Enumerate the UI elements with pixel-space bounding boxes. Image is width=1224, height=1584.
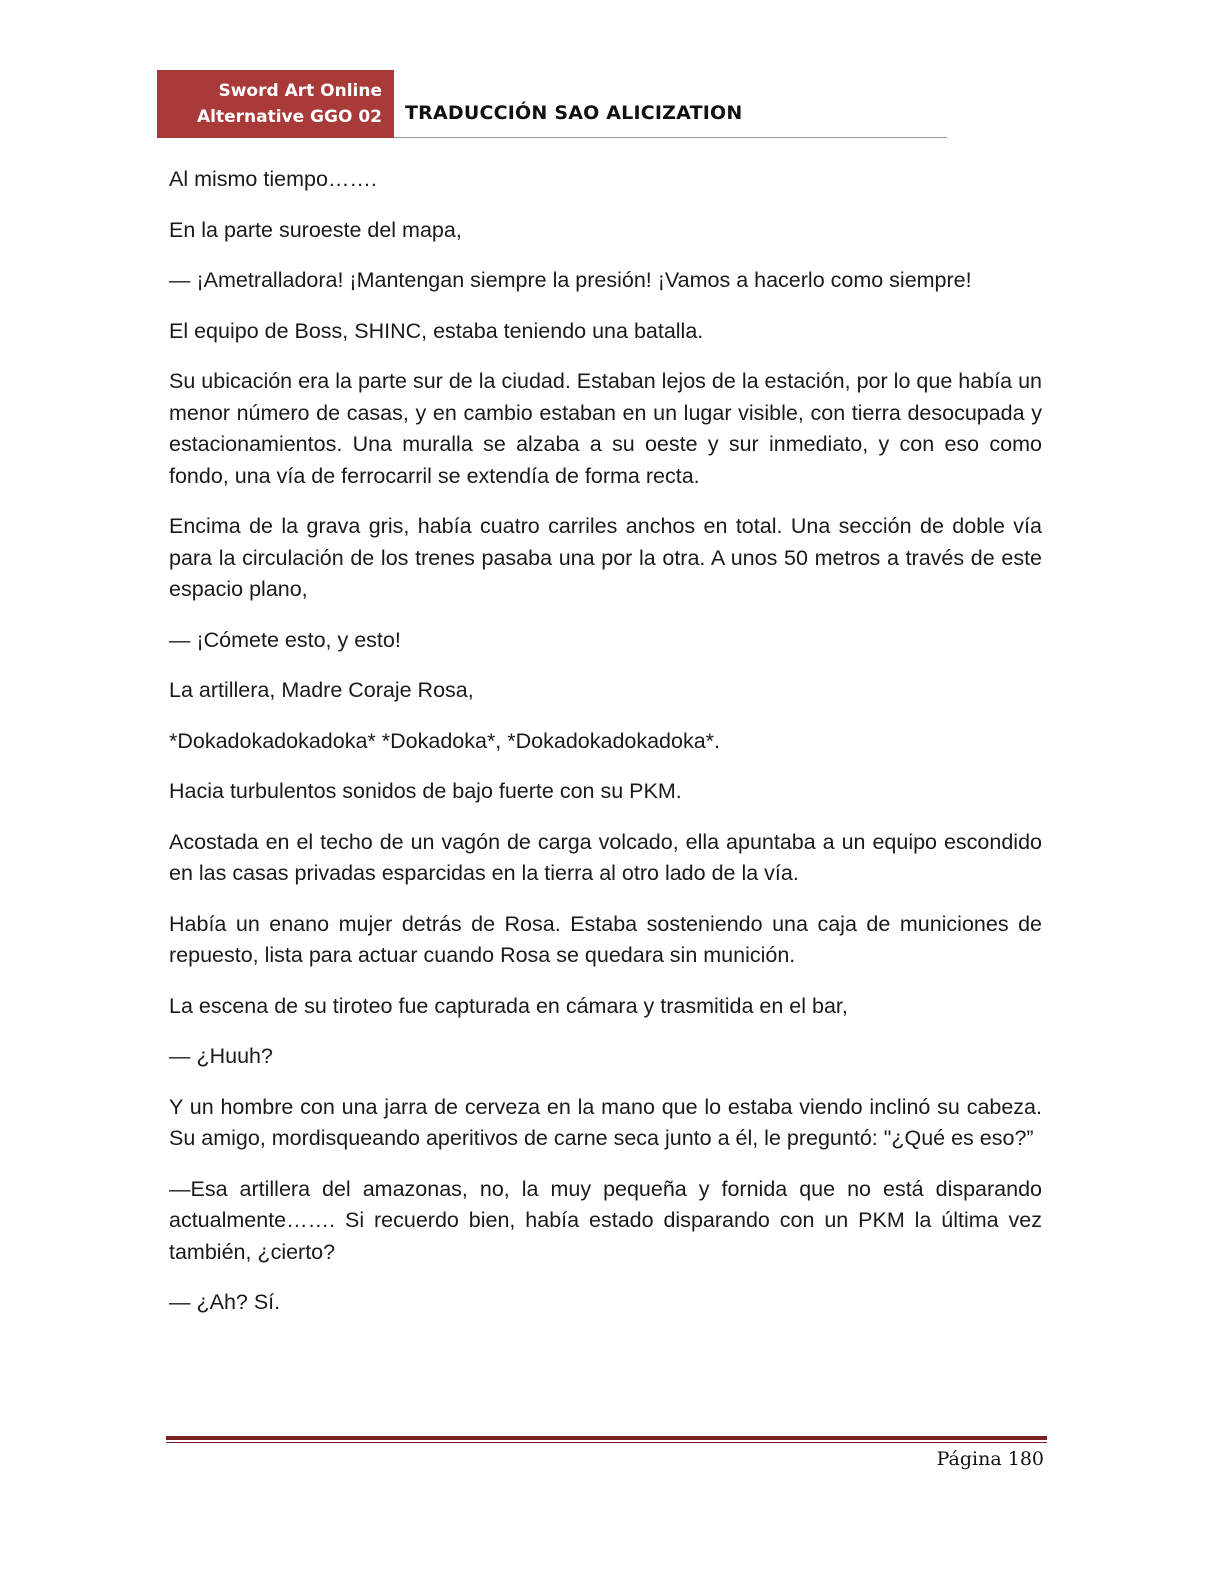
paragraph: *Dokadokadokadoka* *Dokadoka*, *Dokadokadokadoka*.	[169, 728, 721, 753]
book-title-line2: Alternative GGO 02	[196, 107, 382, 127]
paragraph: — ¡Ametralladora! ¡Mantengan siempre la presión! ¡Vamos a hacerlo como siempre!	[169, 268, 972, 292]
paragraph: Hacia turbulentos sonidos de bajo fuerte con su PKM.	[169, 779, 682, 803]
paragraph: Su ubicación era la parte sur de la ciudad. Estaban lejos de la estación, por lo que había un menor número de casas, y en cambio estaban en un lugar visible, con tierra desocupada y estacionamientos. Una muralla se alzaba a su oeste y sur inmediato, y con eso como fondo, una vía de ferrocarril se extendía de forma recta.	[169, 369, 1042, 488]
paragraph: Encima de la grava gris, había cuatro carriles anchos en total. Una sección de doble vía para la circulación de los trenes pasaba una por la otra. A unos 50 metros a través de este espacio plano,	[169, 514, 1042, 601]
book-title-banner	[157, 70, 394, 138]
paragraph: Al mismo tiempo…….	[169, 167, 377, 191]
paragraph: — ¿Huuh?	[169, 1044, 273, 1068]
paragraph: — ¿Ah? Sí.	[169, 1290, 281, 1314]
footer-divider-thin	[166, 1442, 1047, 1443]
page-body	[169, 164, 1042, 1338]
paragraph: Acostada en el techo de un vagón de carga volcado, ella apuntaba a un equipo escondido en las casas privadas esparcidas en la tierra al otro lado de la vía.	[169, 829, 1042, 885]
document-header-title: TRADUCCIÓN SAO ALICIZATION	[405, 102, 743, 124]
paragraph: En la parte suroeste del mapa,	[169, 217, 462, 242]
footer-divider	[166, 1436, 1047, 1440]
header-divider	[394, 137, 947, 138]
paragraph: Y un hombre con una jarra de cerveza en la mano que lo estaba viendo inclinó su cabeza. Su amigo, mordisqueando aperitivos de carne seca junto a él, le preguntó: "¿Qué es eso?”	[169, 1094, 1042, 1150]
paragraph: Había un enano mujer detrás de Rosa. Estaba sosteniendo una caja de municiones de repuesto, lista para actuar cuando Rosa se quedara sin munición.	[169, 911, 1042, 967]
paragraph: — ¡Cómete esto, y esto!	[169, 627, 401, 652]
paragraph: La escena de su tiroteo fue capturada en cámara y trasmitida en el bar,	[169, 993, 848, 1018]
paragraph: El equipo de Boss, SHINC, estaba teniendo una batalla.	[169, 318, 704, 343]
book-title-line1: Sword Art Online	[218, 81, 382, 101]
paragraph: —Esa artillera del amazonas, no, la muy pequeña y fornida que no está disparando actualmente……. Si recuerdo bien, había estado disparando con un PKM la última vez también, ¿cierto?	[169, 1176, 1042, 1264]
paragraph: La artillera, Madre Coraje Rosa,	[169, 678, 474, 702]
page-number: Página 180	[936, 1448, 1044, 1470]
